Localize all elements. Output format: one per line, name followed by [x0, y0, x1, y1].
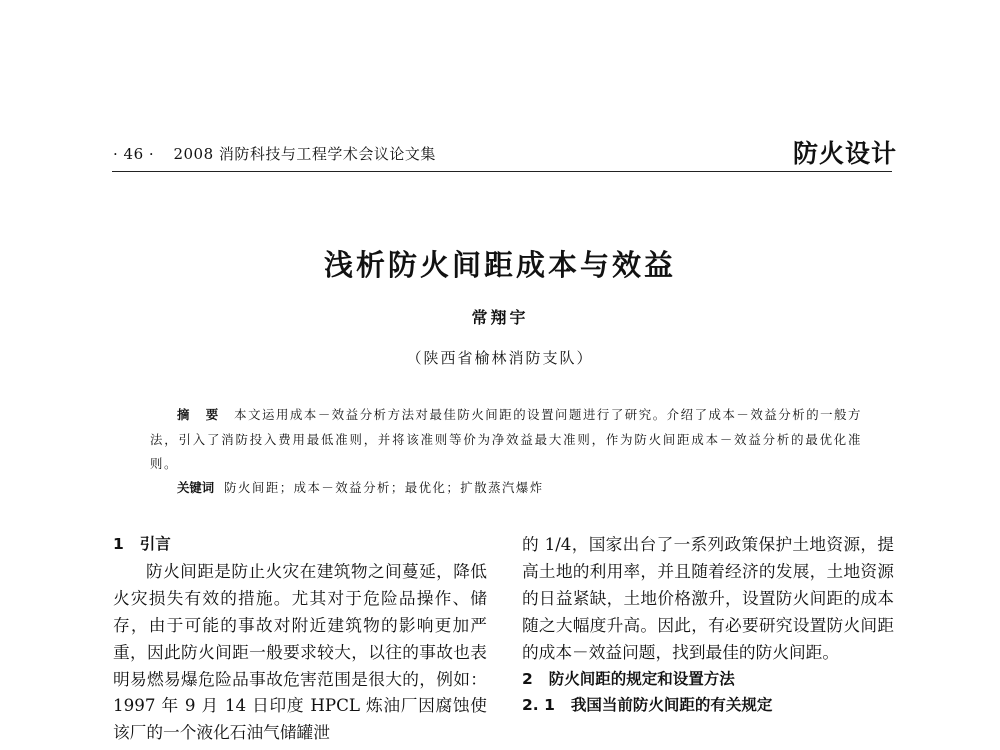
abstract-text: 本文运用成本－效益分析方法对最佳防火间距的设置问题进行了研究。介绍了成本－效益分析的一般方法，引入了消防投入费用最低准则，并将该准则等价为净效益最大准则，作为防火间距成本－效益分析的最优化准则。 — [150, 407, 862, 471]
header-left — [113, 143, 436, 164]
keywords — [177, 478, 544, 496]
keywords-text: 防火间距；成本－效益分析；最优化；扩散蒸汽爆炸 — [224, 480, 544, 495]
body-paragraph: 防火间距是防止火灾在建筑物之间蔓延，降低火灾损失有效的措施。尤其对于危险品操作、储存，由于可能的事故对附近建筑物的影响更加严重，因此防火间距一般要求较大，以往的事故也表明易燃易爆危险品事故危害范围是很大的，例如：1997 年 9 月 14 日印度 HPCL 炼油厂因腐蚀使该厂的一个液化石油气储罐泄 — [113, 560, 487, 743]
proceedings-title: 2008 消防科技与工程学术会议论文集 — [173, 145, 436, 163]
article-title: 浅析防火间距成本与效益 — [323, 248, 676, 282]
keywords-label: 关键词 — [177, 480, 215, 495]
abstract — [150, 403, 862, 477]
section-title: 防火间距的规定和设置方法 — [548, 669, 735, 688]
section-number: 2 — [522, 669, 533, 688]
body-paragraph-continued: 的 1/4，国家出台了一系列政策保护土地资源，提高土地的利用率，并且随着经济的发展，土地资源的日益紧缺，土地价格激升，设置防火间距的成本随之大幅度升高。因此，有必要研究设置防火间距的成本－效益问题，找到最佳的防火间距。 — [522, 534, 894, 662]
section-number: 1 — [113, 535, 124, 553]
section-label: 防火设计 — [793, 139, 898, 168]
page-number: · 46 · — [113, 145, 155, 163]
left-column — [113, 531, 487, 746]
subsection-heading-2-1 — [522, 692, 894, 719]
section-heading-1 — [113, 531, 487, 558]
right-column — [522, 531, 894, 719]
header-rule — [112, 171, 892, 172]
section-heading-2 — [522, 666, 894, 693]
author-affiliation: （陕西省榆林消防支队） — [406, 349, 594, 367]
subsection-title: 我国当前防火间距的有关规定 — [570, 696, 773, 715]
abstract-label: 摘 要 — [177, 407, 225, 422]
subsection-number: 2. 1 — [522, 696, 555, 715]
section-title: 引言 — [139, 535, 171, 553]
author-name: 常翔宇 — [471, 308, 529, 327]
